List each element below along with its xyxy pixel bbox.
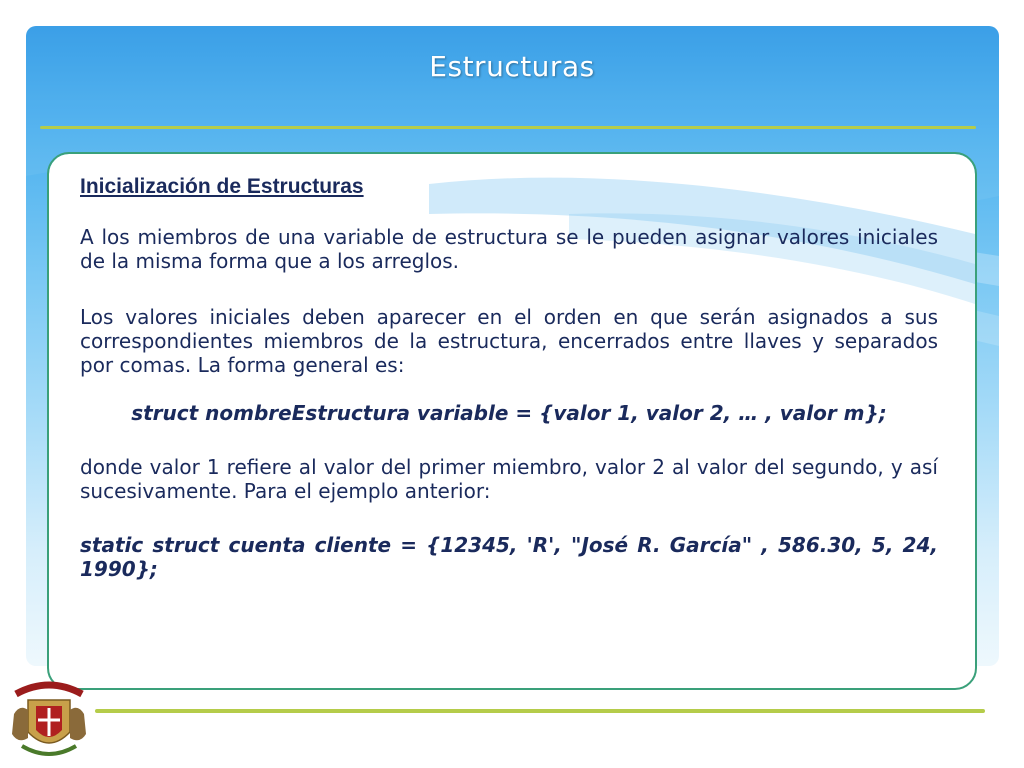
code-example: static struct cuenta cliente = {12345, 'R', "José R. García" , 586.30, 5, 24, 1990}; [80,533,938,581]
paragraph-explanation: donde valor 1 refiere al valor del primer miembro, valor 2 al valor del segundo, y así sucesivamente. Para el ejemplo anterior: [80,455,938,503]
paragraph-intro: A los miembros de una variable de estructura se le pueden asignar valores iniciales de la misma forma que a los arreglos. [80,225,938,273]
syntax-general-form: struct nombreEstructura variable = {valor 1, valor 2, … , valor m}; [131,401,887,425]
section-heading: Inicialización de Estructuras [80,175,364,198]
slide-title: Estructuras [429,50,595,83]
faculty-crest-icon [8,674,90,764]
footer-divider [95,709,985,713]
paragraph-order: Los valores iniciales deben aparecer en el orden en que serán asignados a sus correspondientes miembros de la estructura, encerrados entre llaves y separados por comas. La forma general es: [80,305,938,377]
title-divider [40,126,976,129]
slide-content [80,175,938,581]
